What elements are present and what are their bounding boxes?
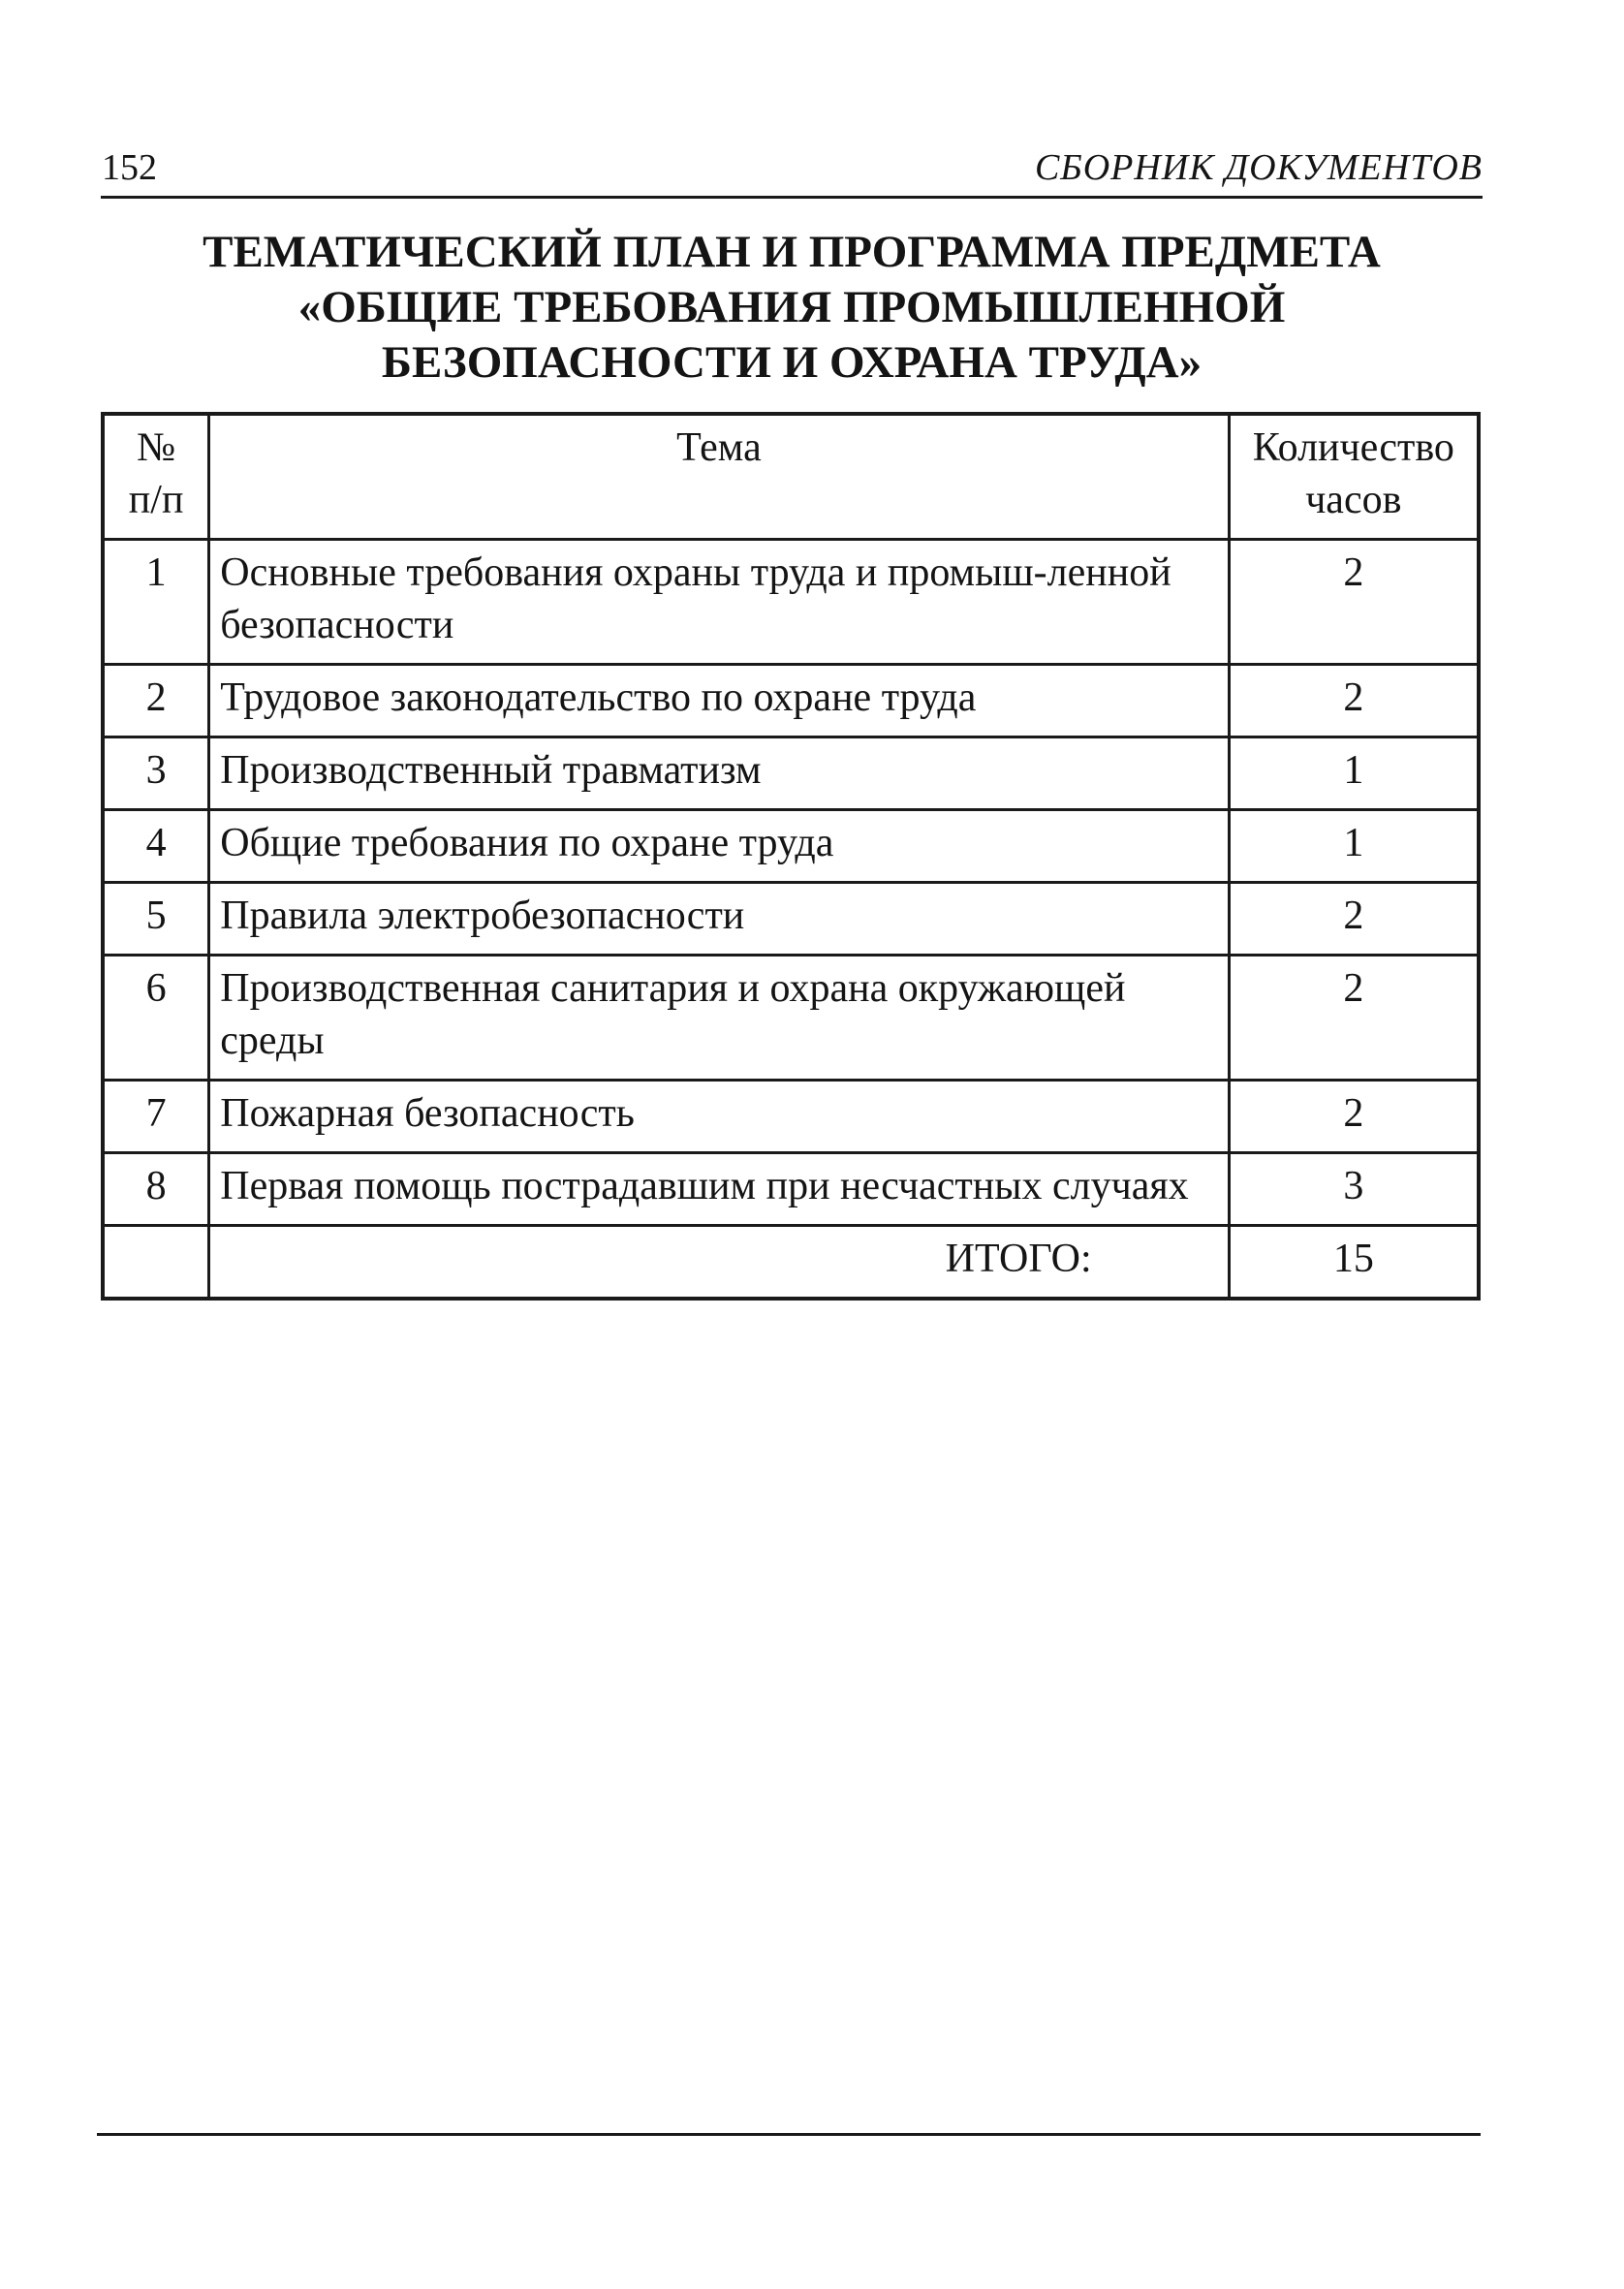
row-hours: 1 <box>1229 810 1479 883</box>
row-topic: Производственный травматизм <box>209 737 1229 810</box>
document-title-line-1: ТЕМАТИЧЕСКИЙ ПЛАН И ПРОГРАММА ПРЕДМЕТА <box>203 227 1381 277</box>
total-label: ИТОГО: <box>209 1226 1229 1300</box>
thematic-plan-table <box>101 412 1481 1301</box>
column-header-number-line-1: № <box>137 425 176 470</box>
table-header-row <box>103 414 1479 540</box>
column-header-number-line-2: п/п <box>128 478 184 522</box>
total-number-cell <box>103 1226 209 1300</box>
row-number: 5 <box>103 883 209 956</box>
footer-rule <box>97 2133 1481 2136</box>
table-row <box>103 1081 1479 1153</box>
table-row <box>103 1153 1479 1226</box>
table-row <box>103 810 1479 883</box>
table-row <box>103 883 1479 956</box>
row-hours: 2 <box>1229 883 1479 956</box>
row-hours: 2 <box>1229 956 1479 1081</box>
column-header-topic: Тема <box>209 414 1229 540</box>
row-topic: Первая помощь пострадавшим при несчастных случаях <box>209 1153 1229 1226</box>
table-row <box>103 665 1479 737</box>
row-number: 1 <box>103 540 209 665</box>
table-row <box>103 956 1479 1081</box>
document-title-line-3: БЕЗОПАСНОСТИ И ОХРАНА ТРУДА» <box>381 337 1202 388</box>
row-topic: Пожарная безопасность <box>209 1081 1229 1153</box>
row-hours: 2 <box>1229 1081 1479 1153</box>
row-number: 2 <box>103 665 209 737</box>
page-number: 152 <box>102 147 157 188</box>
row-number: 8 <box>103 1153 209 1226</box>
table-total-row <box>103 1226 1479 1300</box>
row-hours: 3 <box>1229 1153 1479 1226</box>
document-title-line-2: «ОБЩИЕ ТРЕБОВАНИЯ ПРОМЫШЛЕННОЙ <box>297 282 1286 332</box>
running-title: СБОРНИК ДОКУМЕНТОВ <box>1034 147 1483 188</box>
total-value: 15 <box>1229 1226 1479 1300</box>
row-number: 3 <box>103 737 209 810</box>
column-header-hours <box>1229 414 1479 540</box>
column-header-hours-line-2: часов <box>1305 478 1402 522</box>
column-header-hours-line-1: Количество <box>1252 425 1454 470</box>
row-hours: 2 <box>1229 665 1479 737</box>
row-topic: Трудовое законодательство по охране труда <box>209 665 1229 737</box>
row-topic: Общие требования по охране труда <box>209 810 1229 883</box>
row-topic: Основные требования охраны труда и промыш-ленной безопасности <box>209 540 1229 665</box>
row-number: 7 <box>103 1081 209 1153</box>
table-row <box>103 737 1479 810</box>
header-rule <box>101 196 1483 199</box>
row-hours: 2 <box>1229 540 1479 665</box>
column-header-number <box>103 414 209 540</box>
document-title <box>101 225 1483 391</box>
row-number: 6 <box>103 956 209 1081</box>
row-number: 4 <box>103 810 209 883</box>
row-topic: Производственная санитария и охрана окружающей среды <box>209 956 1229 1081</box>
row-hours: 1 <box>1229 737 1479 810</box>
row-topic: Правила электробезопасности <box>209 883 1229 956</box>
table-row <box>103 540 1479 665</box>
